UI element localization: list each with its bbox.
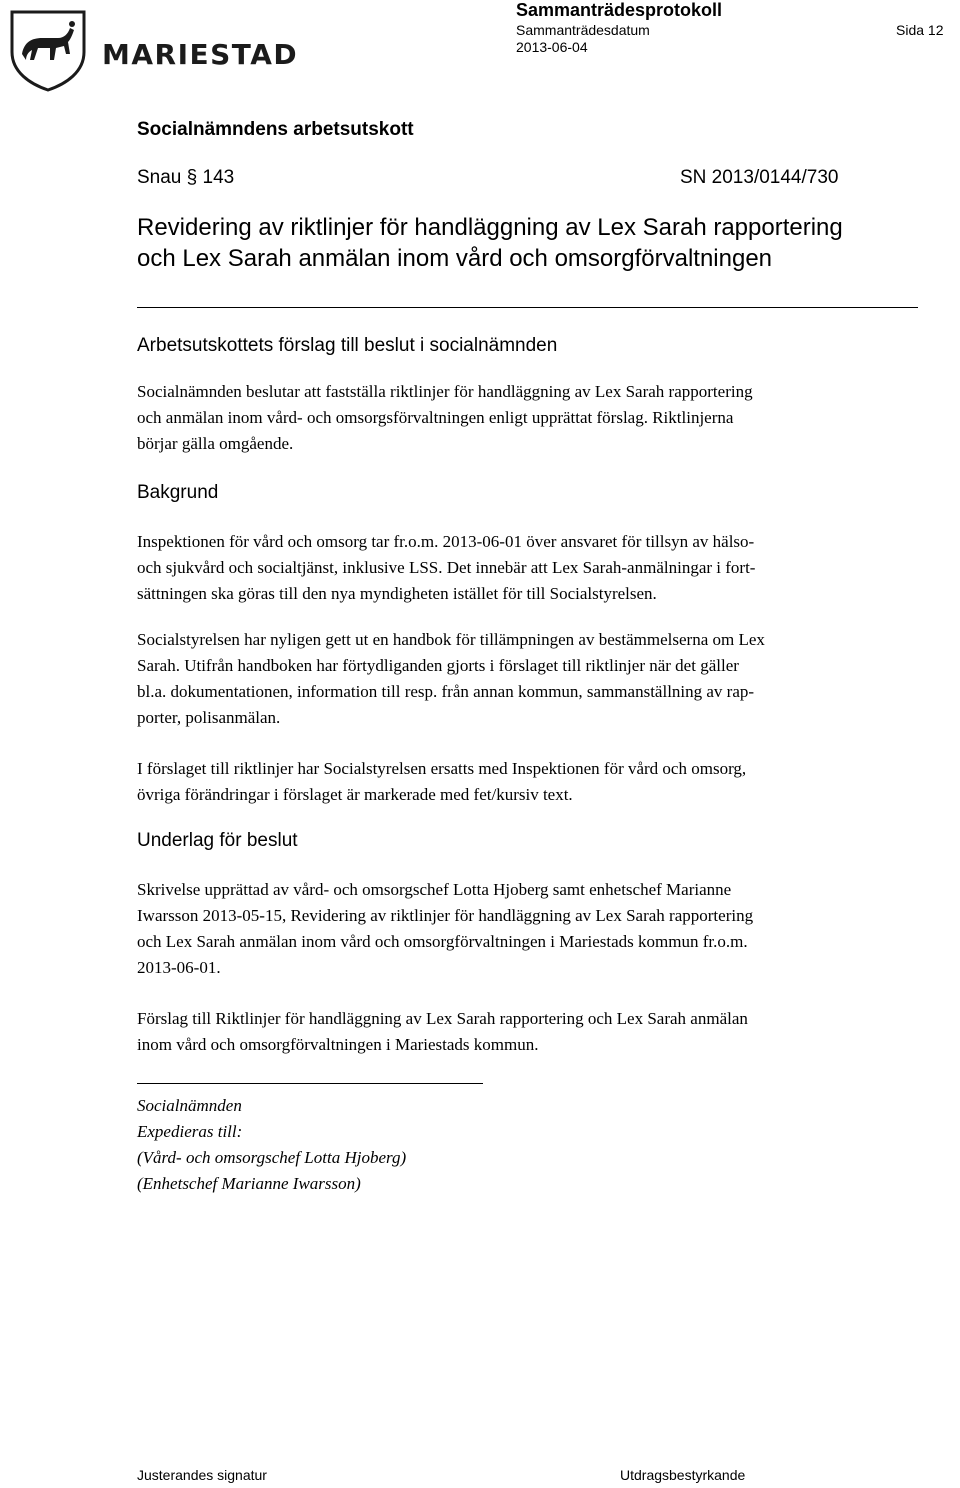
- protocol-title: Sammanträdesprotokoll: [516, 0, 723, 20]
- background-paragraph-3: [137, 756, 937, 808]
- paragraph-line: Inspektionen för vård och omsorg tar fr.o.m. 2013-06-01 över ansvaret för tillsyn av hälso-: [137, 532, 755, 551]
- proposal-heading: Arbetsutskottets förslag till beslut i socialnämnden: [137, 335, 558, 356]
- municipal-shield-icon: [8, 8, 88, 92]
- distribution-line: (Enhetschef Marianne Iwarsson): [137, 1174, 361, 1193]
- footer-certification-label: Utdragsbestyrkande: [620, 1467, 746, 1483]
- proposal-paragraph: [137, 379, 937, 457]
- distribution-line: Expedieras till:: [137, 1122, 243, 1141]
- paragraph-line: I förslaget till riktlinjer har Socialstyrelsen ersatts med Inspektionen för vård och omsorg,: [137, 759, 747, 778]
- paragraph-line: Socialnämnden beslutar att fastställa riktlinjer för handläggning av Lex Sarah rapportering: [137, 382, 753, 401]
- paragraph-line: börjar gälla omgående.: [137, 434, 294, 453]
- paragraph-line: och Lex Sarah anmälan inom vård och omsorgförvaltningen i Mariestads kommun fr.o.m.: [137, 932, 748, 951]
- case-title-line: Revidering av riktlinjer för handläggning av Lex Sarah rapportering: [137, 214, 843, 241]
- distribution-line: (Vård- och omsorgschef Lotta Hjoberg): [137, 1148, 407, 1167]
- title-divider: [137, 307, 918, 308]
- page-number: Sida 12: [896, 22, 944, 38]
- basis-heading: Underlag för beslut: [137, 830, 298, 851]
- paragraph-line: sättningen ska göras till den nya myndigheten istället för till Socialstyrelsen.: [137, 584, 657, 603]
- case-item-number: Snau § 143: [137, 167, 235, 188]
- logo-wordmark: MARIESTAD: [102, 38, 299, 71]
- distribution-list: [137, 1093, 406, 1197]
- basis-paragraph-2: [137, 1006, 937, 1058]
- paragraph-line: och anmälan inom vård- och omsorgsförvaltningen enligt upprättat förslag. Riktlinjerna: [137, 408, 734, 427]
- background-heading: Bakgrund: [137, 482, 219, 503]
- paragraph-line: övriga förändringar i förslaget är markerade med fet/kursiv text.: [137, 785, 573, 804]
- paragraph-line: Socialstyrelsen har nyligen gett ut en handbok för tillämpningen av bestämmelserna om Lex: [137, 630, 765, 649]
- org-heading: Socialnämndens arbetsutskott: [137, 119, 414, 140]
- case-title: [137, 212, 937, 274]
- footer-signature-label: Justerandes signatur: [137, 1467, 267, 1483]
- background-paragraph-2: [137, 627, 937, 731]
- paragraph-line: bl.a. dokumentationen, information till resp. från annan kommun, sammanställning av rap-: [137, 682, 755, 701]
- paragraph-line: och sjukvård och socialtjänst, inklusive LSS. Det innebär att Lex Sarah-anmälningar i fort-: [137, 558, 756, 577]
- paragraph-line: Skrivelse upprättad av vård- och omsorgschef Lotta Hjoberg samt enhetschef Marianne: [137, 880, 732, 899]
- case-reference: SN 2013/0144/730: [680, 167, 839, 188]
- meeting-date-label: Sammanträdesdatum: [516, 22, 650, 38]
- basis-paragraph-1: [137, 877, 937, 981]
- paragraph-line: Iwarsson 2013-05-15, Revidering av riktlinjer för handläggning av Lex Sarah rapportering: [137, 906, 754, 925]
- distribution-divider: [137, 1083, 483, 1084]
- paragraph-line: porter, polisanmälan.: [137, 708, 281, 727]
- paragraph-line: 2013-06-01.: [137, 958, 221, 977]
- mariestad-logo: [8, 8, 299, 88]
- paragraph-line: inom vård och omsorgförvaltningen i Mariestads kommun.: [137, 1035, 539, 1054]
- paragraph-line: Sarah. Utifrån handboken har förtydliganden gjorts i förslaget till riktlinjer när det gäller: [137, 656, 739, 675]
- case-title-line: och Lex Sarah anmälan inom vård och omsorgförvaltningen: [137, 245, 773, 272]
- paragraph-line: Förslag till Riktlinjer för handläggning av Lex Sarah rapportering och Lex Sarah anmälan: [137, 1009, 748, 1028]
- meeting-date: 2013-06-04: [516, 39, 588, 55]
- background-paragraph-1: [137, 529, 937, 607]
- distribution-line: Socialnämnden: [137, 1096, 242, 1115]
